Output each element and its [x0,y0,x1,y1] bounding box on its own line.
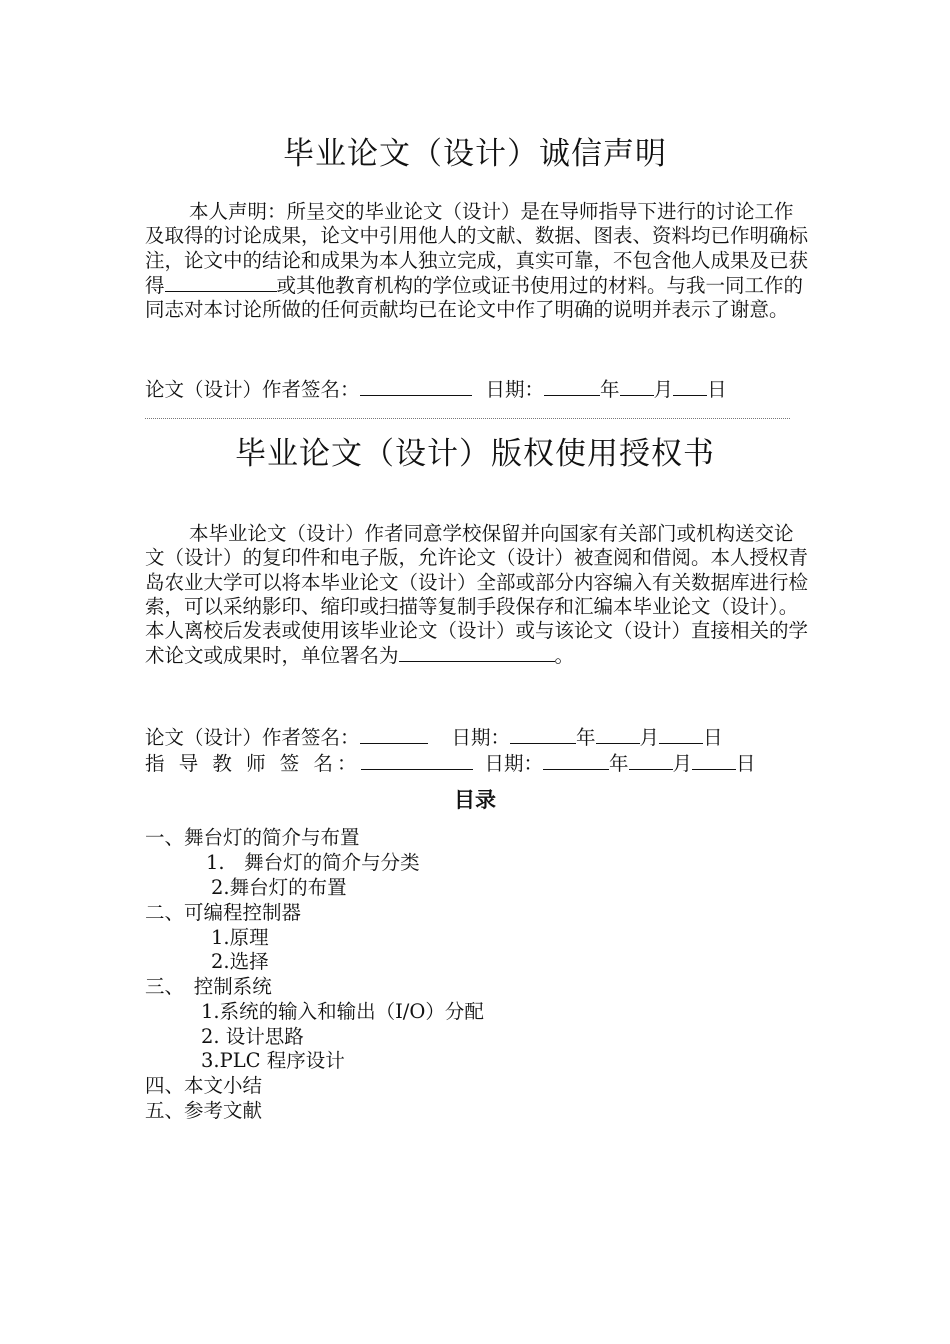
declaration-body-part1: 本人声明：所呈交的毕业论文（设计）是在导师指导下进行的讨论工作及取得的讨论成果，论文中引用他人的文献、数据、图表、资料均已作明确标注，论文中的结论和成果为本人独立完成，真实可靠，不包含他人成果及已获得 [145,200,809,297]
toc-item: 三、 控制系统 [145,975,272,998]
day-label: 日 [703,726,723,749]
toc-item: 四、本文小结 [145,1074,263,1097]
author-year-blank [510,725,576,744]
authorization-author-line [145,722,723,750]
advisor-day-blank [692,751,736,770]
toc-item: 1.系统的输入和输出（I/O）分配 [201,1000,484,1023]
authorization-author-label: 论文（设计）作者签名： [145,726,360,749]
toc-item: 2. 设计思路 [201,1025,304,1048]
declaration-signature-blank [360,377,472,396]
toc-item: 2.舞台灯的布置 [211,876,347,899]
declaration-title: 毕业论文（设计）诚信声明 [283,136,667,172]
day-label: 日 [736,752,756,775]
toc-item: 3.PLC 程序设计 [201,1049,345,1072]
toc-item: 一、舞台灯的简介与布置 [145,826,360,849]
authorization-body [145,522,810,669]
toc-item: 2.选择 [211,950,269,973]
authorization-date-label: 日期： [451,726,511,749]
authorization-author-blank [360,725,428,744]
toc-item: 1.原理 [211,926,269,949]
authorization-advisor-blank [361,751,473,770]
declaration-year-blank [544,377,600,396]
declaration-body-part2: 或其他教育机构的学位或证书使用过的材料。与我一同工作的同志对本讨论所做的任何贡献均已在论文中作了明确的说明并表示了谢意。 [145,273,804,322]
authorization-body-part1: 本毕业论文（设计）作者同意学校保留并向国家有关部门或机构送交论文（设计）的复印件和电子版，允许论文（设计）被查阅和借阅。本人授权青岛农业大学可以将本毕业论文（设计）全部或部分内容编入有关数据库进行检索，可以采纳影印、缩印或扫描等复制手段保存和汇编本毕业论文（设计）。本人离校后发表或使用该毕业论文（设计）或与该论文（设计）直接相关的学术论文或成果时，单位署名为 [145,522,809,668]
authorization-advisor-date-label: 日期： [484,752,544,775]
toc-item: 二、可编程控制器 [145,901,302,924]
advisor-year-blank [543,751,609,770]
authorization-title: 毕业论文（设计）版权使用授权书 [235,436,715,472]
authorization-advisor-label: 指 导 教 师 签 名： [145,752,361,775]
month-label: 月 [653,378,674,401]
author-month-blank [596,725,640,744]
declaration-signature-line [145,374,727,402]
toc-item: 五、参考文献 [145,1099,263,1122]
degree-blank [165,273,277,292]
day-label: 日 [707,378,727,401]
year-label: 年 [576,726,596,749]
section-divider [145,418,790,419]
author-day-blank [659,725,703,744]
declaration-body [145,200,810,322]
declaration-month-blank [620,377,654,396]
affiliation-blank [399,643,555,662]
toc-item: 1. 舞台灯的简介与分类 [206,851,420,874]
declaration-date-label: 日期： [485,378,545,401]
authorization-advisor-line [145,748,756,776]
toc-title: 目录 [454,787,496,812]
month-label: 月 [672,752,693,775]
declaration-signature-label: 论文（设计）作者签名： [145,378,360,401]
advisor-month-blank [629,751,673,770]
year-label: 年 [609,752,629,775]
month-label: 月 [639,726,660,749]
year-label: 年 [600,378,620,401]
authorization-body-end: 。 [554,644,575,668]
declaration-day-blank [673,377,707,396]
